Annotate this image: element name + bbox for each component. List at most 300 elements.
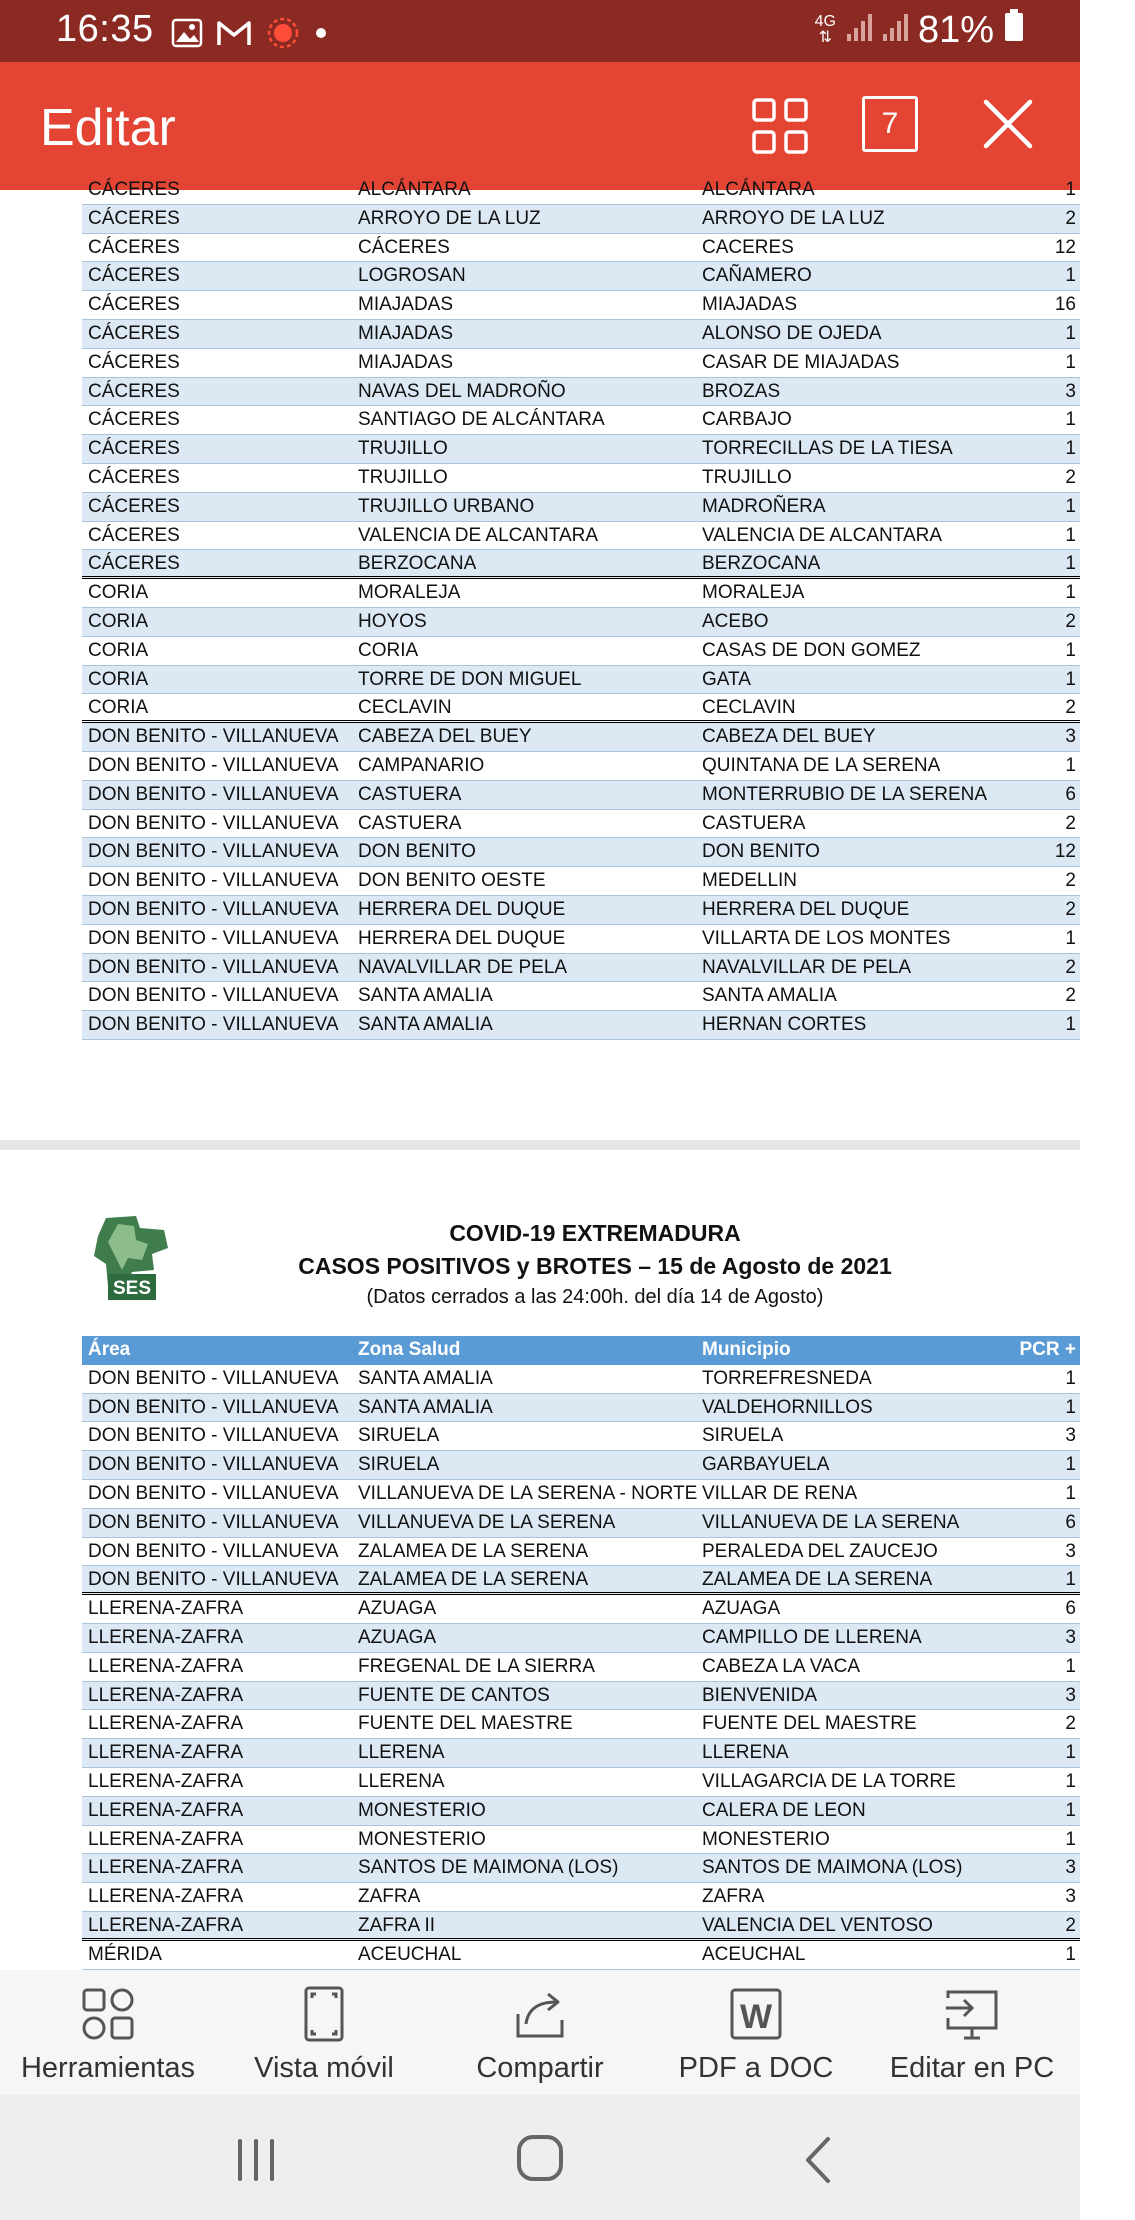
table-row	[82, 1624, 1080, 1653]
table-cell: CORIA	[88, 697, 149, 719]
table-cell: CÁCERES	[88, 265, 180, 287]
table-row	[82, 320, 1080, 349]
table-cell: LLERENA-ZAFRA	[88, 1914, 244, 1936]
table-cell: 3	[1065, 1626, 1076, 1648]
table-cell: LLERENA-ZAFRA	[88, 1799, 244, 1821]
table-cell: DON BENITO - VILLANUEVA	[88, 898, 339, 920]
table-row	[82, 378, 1080, 407]
table-cell: LLERENA	[702, 1742, 789, 1764]
system-navigation-bar	[0, 2095, 1080, 2220]
share-button[interactable]	[432, 1970, 648, 2095]
table-cell: ALONSO DE OJEDA	[702, 322, 882, 344]
table-cell: CÁCERES	[88, 322, 180, 344]
table-cell: SANTA AMALIA	[358, 985, 493, 1007]
table-row	[82, 1710, 1080, 1739]
table-cell: 2	[1065, 1914, 1076, 1936]
table-cell: 3	[1065, 1886, 1076, 1908]
recents-button[interactable]	[226, 2135, 286, 2185]
table-row	[82, 637, 1080, 666]
table-cell: DON BENITO - VILLANUEVA	[88, 1454, 339, 1476]
table-cell: 1	[1065, 322, 1076, 344]
table-cell: AZUAGA	[358, 1626, 437, 1648]
table-cell: HERRERA DEL DUQUE	[702, 898, 910, 920]
table-cell: VILLANUEVA DE LA SERENA	[358, 1511, 616, 1533]
table-cell: VALENCIA DEL VENTOSO	[702, 1914, 933, 1936]
table-cell: SANTOS DE MAIMONA (LOS)	[358, 1857, 619, 1879]
thumbnails-button[interactable]	[750, 96, 810, 156]
cases-table-top	[82, 176, 1080, 1040]
table-cell: CÁCERES	[88, 351, 180, 373]
table-cell: CASTUERA	[358, 812, 462, 834]
table-cell: LLERENA	[358, 1770, 445, 1792]
table-cell: ACEBO	[702, 610, 769, 632]
table-cell: 1	[1065, 1367, 1076, 1389]
mobile-view-label: Vista móvil	[254, 2052, 394, 2084]
table-cell: MORALEJA	[358, 582, 461, 604]
table-cell: 1	[1065, 1454, 1076, 1476]
network-type-label: 4G	[814, 13, 836, 30]
table-row	[82, 608, 1080, 637]
share-icon	[510, 1984, 570, 2044]
gmail-icon	[216, 19, 252, 52]
table-cell: LLERENA-ZAFRA	[88, 1742, 244, 1764]
table-cell: CÁCERES	[88, 179, 180, 200]
table-row	[82, 1854, 1080, 1883]
table-cell: CAMPANARIO	[358, 754, 485, 776]
table-cell: 1	[1065, 495, 1076, 517]
table-cell: HERRERA DEL DUQUE	[358, 927, 566, 949]
back-button[interactable]	[794, 2133, 844, 2189]
table-cell: CÁCERES	[88, 524, 180, 546]
table-row	[82, 723, 1080, 752]
table-cell: CARBAJO	[702, 409, 792, 431]
table-cell: 3	[1065, 1425, 1076, 1447]
table-cell: CÁCERES	[88, 380, 180, 402]
status-time: 16:35	[56, 8, 154, 50]
table-cell: 12	[1054, 841, 1076, 863]
tools-icon	[78, 1984, 138, 2044]
table-row	[82, 694, 1080, 723]
table-cell: CASAS DE DON GOMEZ	[702, 639, 921, 661]
table-cell: 6	[1065, 783, 1076, 805]
table-cell: DON BENITO - VILLANUEVA	[88, 726, 339, 748]
table-cell: TRUJILLO	[358, 466, 448, 488]
table-cell: ACEUCHAL	[702, 1943, 806, 1965]
table-cell: DON BENITO - VILLANUEVA	[88, 1367, 339, 1389]
table-cell: LLERENA-ZAFRA	[88, 1598, 244, 1620]
table-cell: AZUAGA	[702, 1598, 781, 1620]
table-header	[82, 1336, 1080, 1365]
battery-icon	[1004, 8, 1024, 52]
table-cell: CORIA	[358, 639, 419, 661]
table-row	[82, 1941, 1080, 1970]
home-icon	[510, 2131, 570, 2187]
table-cell: DON BENITO - VILLANUEVA	[88, 956, 339, 978]
table-cell: 2	[1065, 870, 1076, 892]
table-cell: 1	[1065, 1770, 1076, 1792]
table-cell: CÁCERES	[88, 495, 180, 517]
back-icon	[794, 2133, 844, 2189]
table-cell: DON BENITO - VILLANUEVA	[88, 870, 339, 892]
table-cell: TORRECILLAS DE LA TIESA	[702, 438, 953, 460]
table-row	[82, 1566, 1080, 1595]
table-cell: LOGROSAN	[358, 265, 466, 287]
table-cell: MIAJADAS	[358, 294, 454, 316]
page-separator	[0, 1140, 1080, 1150]
table-row	[82, 435, 1080, 464]
table-row	[82, 205, 1080, 234]
table-cell: CORIA	[88, 639, 149, 661]
table-row	[82, 1509, 1080, 1538]
table-row	[82, 406, 1080, 435]
table-cell: LLERENA-ZAFRA	[88, 1828, 244, 1850]
table-row	[82, 262, 1080, 291]
document-note: (Datos cerrados a las 24:00h. del día 14 de Agosto)	[366, 1286, 824, 1308]
table-row	[82, 1480, 1080, 1509]
column-header: PCR +	[1019, 1339, 1076, 1360]
table-row	[82, 464, 1080, 493]
table-cell: ZAFRA	[358, 1886, 421, 1908]
table-cell: VILLANUEVA DE LA SERENA - NORTE	[358, 1482, 698, 1504]
table-cell: 1	[1065, 668, 1076, 690]
edit-on-pc-button[interactable]	[864, 1970, 1080, 2095]
table-cell: 2	[1065, 697, 1076, 719]
table-cell: SIRUELA	[702, 1425, 784, 1447]
table-cell: LLERENA-ZAFRA	[88, 1684, 244, 1706]
table-cell: TRUJILLO URBANO	[358, 495, 535, 517]
table-cell: CÁCERES	[88, 409, 180, 431]
table-cell: 2	[1065, 898, 1076, 920]
table-cell: DON BENITO - VILLANUEVA	[88, 927, 339, 949]
table-cell: CÁCERES	[358, 236, 450, 258]
table-cell: GATA	[702, 668, 751, 690]
table-cell: NAVALVILLAR DE PELA	[702, 956, 912, 978]
tools-label: Herramientas	[20, 2052, 196, 2084]
pdf-to-doc-icon	[726, 1984, 786, 2044]
table-cell: ZAFRA II	[358, 1914, 436, 1936]
table-cell: LLERENA	[358, 1742, 445, 1764]
mobile-view-icon	[294, 1984, 354, 2044]
table-cell: FUENTE DEL MAESTRE	[358, 1713, 573, 1735]
table-cell: CÁCERES	[88, 294, 180, 316]
table-cell: MIAJADAS	[702, 294, 798, 316]
table-cell: NAVAS DEL MADROÑO	[358, 380, 566, 402]
table-cell: 2	[1065, 1713, 1076, 1735]
battery-percent: 81%	[917, 8, 994, 51]
table-cell: 1	[1065, 524, 1076, 546]
table-cell: CABEZA DEL BUEY	[702, 726, 876, 748]
table-cell: CASTUERA	[702, 812, 806, 834]
table-cell: 2	[1065, 466, 1076, 488]
table-row	[82, 867, 1080, 896]
table-cell: LLERENA-ZAFRA	[88, 1713, 244, 1735]
table-row	[82, 982, 1080, 1011]
table-cell: 1	[1065, 265, 1076, 287]
table-cell: CABEZA DEL BUEY	[358, 726, 532, 748]
table-cell: DON BENITO - VILLANUEVA	[88, 812, 339, 834]
table-row	[82, 1739, 1080, 1768]
table-row	[82, 1912, 1080, 1941]
table-cell: DON BENITO - VILLANUEVA	[88, 1569, 339, 1591]
pdf-document-view[interactable]	[0, 179, 1080, 1970]
gallery-icon	[172, 19, 202, 52]
table-cell: CAMPILLO DE LLERENA	[702, 1626, 922, 1648]
table-cell: SIRUELA	[358, 1454, 440, 1476]
table-cell: CABEZA LA VACA	[702, 1655, 861, 1677]
table-cell: MONESTERIO	[358, 1828, 486, 1850]
table-cell: MIAJADAS	[358, 322, 454, 344]
table-cell: DON BENITO - VILLANUEVA	[88, 1540, 339, 1562]
table-row	[82, 234, 1080, 263]
table-row	[82, 1394, 1080, 1423]
table-cell: CÁCERES	[88, 207, 180, 229]
table-cell: 1	[1065, 409, 1076, 431]
table-cell: 1	[1065, 351, 1076, 373]
table-cell: DON BENITO - VILLANUEVA	[88, 1511, 339, 1533]
table-row	[82, 522, 1080, 551]
table-cell: MONTERRUBIO DE LA SERENA	[702, 783, 988, 805]
edit-on-pc-icon	[942, 1984, 1002, 2044]
table-row	[82, 1538, 1080, 1567]
edit-on-pc-label: Editar en PC	[889, 2052, 1055, 2084]
more-notifications-dot-icon	[314, 26, 328, 45]
table-cell: TORREFRESNEDA	[702, 1367, 872, 1389]
table-cell: FUENTE DEL MAESTRE	[702, 1713, 917, 1735]
table-cell: MONESTERIO	[358, 1799, 486, 1821]
table-cell: TRUJILLO	[702, 466, 792, 488]
table-row	[82, 925, 1080, 954]
close-button[interactable]	[980, 96, 1040, 156]
table-cell: AZUAGA	[358, 1598, 437, 1620]
table-row	[82, 1451, 1080, 1480]
table-cell: DON BENITO - VILLANUEVA	[88, 1425, 339, 1447]
recents-icon	[226, 2135, 286, 2185]
table-cell: DON BENITO - VILLANUEVA	[88, 985, 339, 1007]
table-cell: ARROYO DE LA LUZ	[358, 207, 541, 229]
table-cell: HOYOS	[358, 610, 427, 632]
pdf-to-doc-button[interactable]	[648, 1970, 864, 2095]
table-cell: ALCÁNTARA	[358, 179, 471, 200]
table-cell: 1	[1065, 1569, 1076, 1591]
table-cell: MONESTERIO	[702, 1828, 830, 1850]
table-cell: 1	[1065, 1742, 1076, 1764]
home-button[interactable]	[510, 2131, 570, 2187]
table-row	[82, 781, 1080, 810]
column-header: Municipio	[702, 1339, 791, 1360]
table-cell: BIENVENIDA	[702, 1684, 818, 1706]
table-row	[82, 493, 1080, 522]
table-cell: SIRUELA	[358, 1425, 440, 1447]
app-bar	[0, 62, 1080, 190]
table-cell: 1	[1065, 639, 1076, 661]
column-header: Zona Salud	[358, 1339, 461, 1360]
table-cell: VILLANUEVA DE LA SERENA	[702, 1511, 960, 1533]
table-cell: 3	[1065, 1540, 1076, 1562]
table-cell: ARROYO DE LA LUZ	[702, 207, 885, 229]
table-cell: 2	[1065, 610, 1076, 632]
table-row	[82, 291, 1080, 320]
table-cell: BERZOCANA	[358, 553, 477, 575]
table-cell: VALENCIA DE ALCANTARA	[358, 524, 599, 546]
table-cell: 2	[1065, 812, 1076, 834]
table-cell: 1	[1065, 927, 1076, 949]
table-row	[82, 176, 1080, 205]
table-row	[82, 1883, 1080, 1912]
column-header: Área	[88, 1339, 131, 1360]
table-row	[82, 550, 1080, 579]
share-label: Compartir	[476, 2052, 604, 2084]
table-cell: MEDELLIN	[702, 870, 798, 892]
table-cell: 1	[1065, 179, 1076, 200]
table-row	[82, 1682, 1080, 1711]
table-cell: CALERA DE LEON	[702, 1799, 866, 1821]
table-cell: SANTIAGO DE ALCÁNTARA	[358, 409, 605, 431]
close-icon	[980, 96, 1036, 152]
table-row	[82, 752, 1080, 781]
table-cell: TORRE DE DON MIGUEL	[358, 668, 582, 690]
table-cell: 1	[1065, 438, 1076, 460]
document-title: COVID-19 EXTREMADURA	[449, 1220, 741, 1246]
table-cell: 1	[1065, 1655, 1076, 1677]
table-row	[82, 1365, 1080, 1394]
screen-recorder-icon	[266, 16, 300, 55]
table-cell: 3	[1065, 380, 1076, 402]
table-cell: PERALEDA DEL ZAUCEJO	[702, 1540, 938, 1562]
table-cell: DON BENITO OESTE	[358, 870, 546, 892]
cases-table-bottom	[82, 1336, 1080, 1970]
table-cell: 3	[1065, 726, 1076, 748]
document-subtitle: CASOS POSITIVOS y BROTES – 15 de Agosto de 2021	[298, 1253, 892, 1279]
svg-text:SES: SES	[112, 1278, 152, 1299]
table-cell: MADROÑERA	[702, 495, 826, 517]
table-cell: CORIA	[88, 610, 149, 632]
table-cell: 1	[1065, 582, 1076, 604]
status-bar	[0, 0, 1080, 62]
table-cell: MORALEJA	[702, 582, 805, 604]
table-cell: FREGENAL DE LA SIERRA	[358, 1655, 595, 1677]
table-cell: LLERENA-ZAFRA	[88, 1886, 244, 1908]
table-cell: 12	[1054, 236, 1076, 258]
table-cell: 1	[1065, 1799, 1076, 1821]
signal-2-icon	[882, 9, 908, 52]
table-row	[82, 954, 1080, 983]
svg-text:W: W	[739, 1998, 773, 2036]
table-row	[82, 810, 1080, 839]
table-cell: 2	[1065, 985, 1076, 1007]
table-cell: CECLAVIN	[358, 697, 452, 719]
table-cell: DON BENITO - VILLANUEVA	[88, 841, 339, 863]
table-cell: 1	[1065, 1396, 1076, 1418]
table-cell: CÁCERES	[88, 553, 180, 575]
table-row	[82, 666, 1080, 695]
table-cell: DON BENITO - VILLANUEVA	[88, 1482, 339, 1504]
table-cell: CORIA	[88, 582, 149, 604]
table-cell: DON BENITO - VILLANUEVA	[88, 783, 339, 805]
notification-icons	[172, 16, 328, 55]
table-cell: SANTA AMALIA	[358, 1396, 493, 1418]
table-cell: LLERENA-ZAFRA	[88, 1655, 244, 1677]
table-cell: CÁCERES	[88, 438, 180, 460]
table-cell: 1	[1065, 1014, 1076, 1036]
table-cell: HERRERA DEL DUQUE	[358, 898, 566, 920]
table-cell: 16	[1054, 294, 1076, 316]
table-cell: MIAJADAS	[358, 351, 454, 373]
table-row	[82, 1653, 1080, 1682]
table-row	[82, 579, 1080, 608]
table-cell: 1	[1065, 1828, 1076, 1850]
table-cell: LLERENA-ZAFRA	[88, 1857, 244, 1879]
table-cell: BROZAS	[702, 380, 781, 402]
grid-icon	[750, 96, 810, 156]
table-cell: DON BENITO	[702, 841, 820, 863]
table-row	[82, 1011, 1080, 1040]
table-cell: 3	[1065, 1684, 1076, 1706]
table-cell: GARBAYUELA	[702, 1454, 830, 1476]
table-cell: ZALAMEA DE LA SERENA	[358, 1569, 589, 1591]
page-number-button[interactable]	[862, 96, 918, 152]
table-cell: CACERES	[702, 236, 794, 258]
tools-button[interactable]	[0, 1970, 216, 2095]
table-cell: CAÑAMERO	[702, 265, 812, 287]
table-cell: VILLARTA DE LOS MONTES	[702, 927, 951, 949]
table-row	[82, 1595, 1080, 1624]
table-cell: VILLAR DE RENA	[702, 1482, 858, 1504]
table-cell: MÉRIDA	[88, 1943, 162, 1965]
table-cell: CORIA	[88, 668, 149, 690]
table-row	[82, 349, 1080, 378]
table-cell: HERNAN CORTES	[702, 1014, 867, 1036]
table-cell: ZAFRA	[702, 1886, 765, 1908]
table-cell: VALDEHORNILLOS	[702, 1396, 873, 1418]
table-cell: SANTA AMALIA	[358, 1367, 493, 1389]
page-number: 7	[881, 107, 899, 140]
table-cell: 1	[1065, 553, 1076, 575]
table-cell: DON BENITO - VILLANUEVA	[88, 1396, 339, 1418]
table-cell: NAVALVILLAR DE PELA	[358, 956, 568, 978]
table-row	[82, 1422, 1080, 1451]
table-cell: 6	[1065, 1511, 1076, 1533]
table-row	[82, 838, 1080, 867]
table-cell: CECLAVIN	[702, 697, 796, 719]
table-cell: FUENTE DE CANTOS	[358, 1684, 550, 1706]
table-cell: DON BENITO - VILLANUEVA	[88, 1014, 339, 1036]
table-cell: LLERENA-ZAFRA	[88, 1770, 244, 1792]
table-cell: SANTA AMALIA	[702, 985, 837, 1007]
table-cell: 2	[1065, 956, 1076, 978]
status-right	[815, 8, 1024, 52]
table-row	[82, 1768, 1080, 1797]
table-cell: TRUJILLO	[358, 438, 448, 460]
table-cell: ALCÁNTARA	[702, 179, 815, 200]
table-cell: 3	[1065, 1857, 1076, 1879]
table-cell: SANTA AMALIA	[358, 1014, 493, 1036]
table-cell: LLERENA-ZAFRA	[88, 1626, 244, 1648]
table-cell: ACEUCHAL	[358, 1943, 462, 1965]
pdf-to-doc-label: PDF a DOC	[678, 2052, 834, 2084]
table-row	[82, 1826, 1080, 1855]
table-cell: DON BENITO	[358, 841, 476, 863]
table-cell: CASAR DE MIAJADAS	[702, 351, 900, 373]
table-cell: CASTUERA	[358, 783, 462, 805]
mobile-view-button[interactable]	[216, 1970, 432, 2095]
table-cell: SANTOS DE MAIMONA (LOS)	[702, 1857, 963, 1879]
table-cell: VALENCIA DE ALCANTARA	[702, 524, 943, 546]
bottom-toolbar	[0, 1970, 1080, 2095]
table-cell: 6	[1065, 1598, 1076, 1620]
table-cell: VILLAGARCIA DE LA TORRE	[702, 1770, 956, 1792]
table-cell: ZALAMEA DE LA SERENA	[702, 1569, 933, 1591]
table-cell: 1	[1065, 754, 1076, 776]
